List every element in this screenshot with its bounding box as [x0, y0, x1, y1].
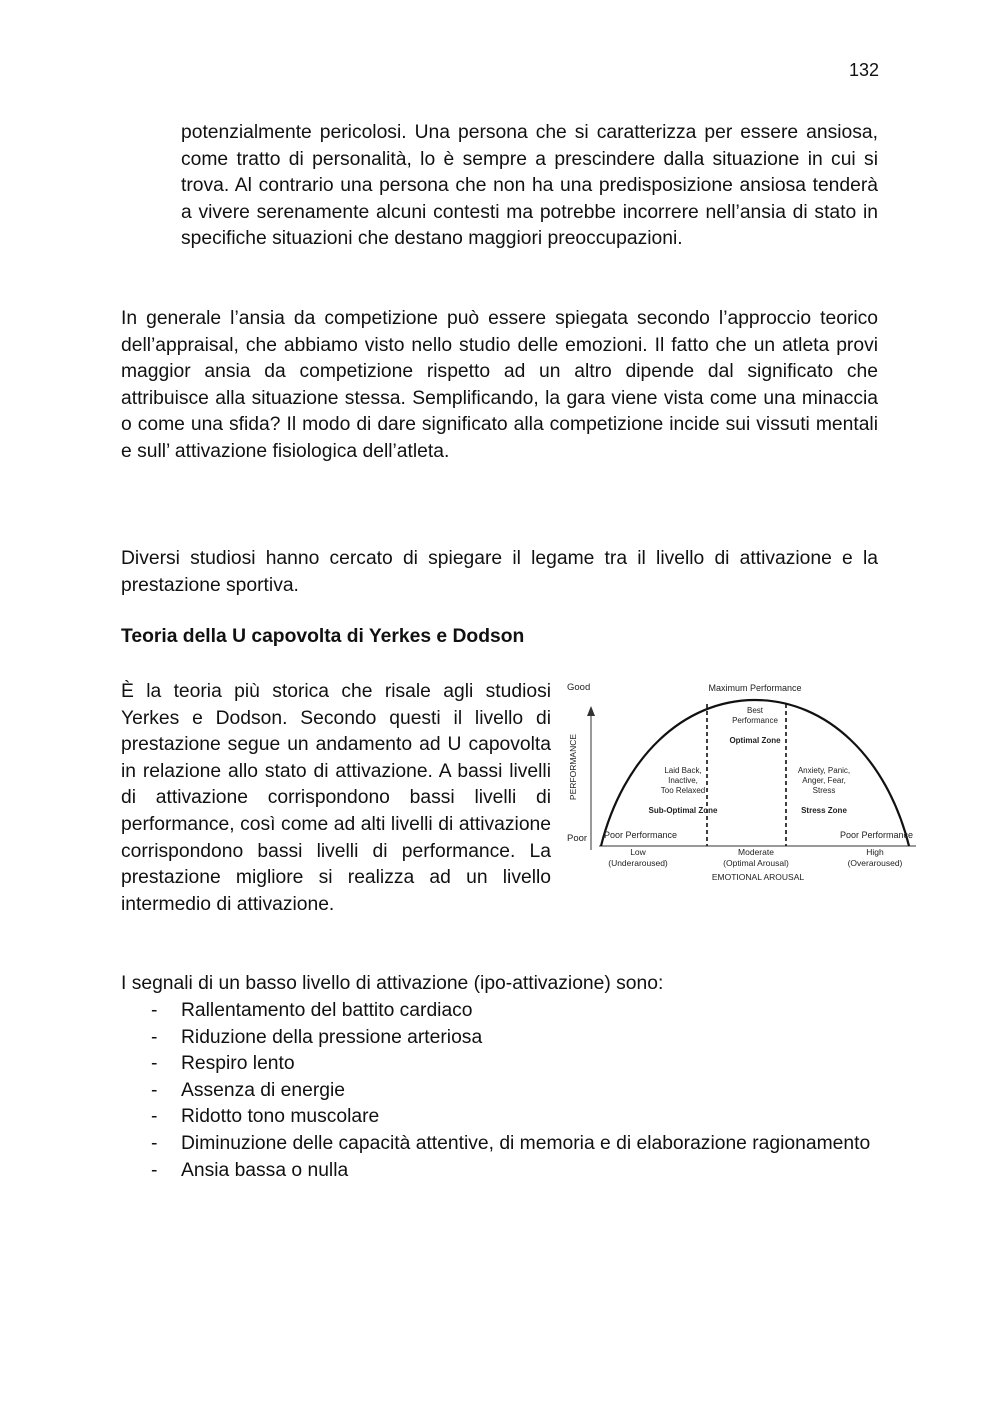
list-item-text: Ridotto tono muscolare [181, 1106, 380, 1128]
list-dash: - [151, 1053, 158, 1075]
list-dash: - [151, 1026, 158, 1048]
list-item-text: Rallentamento del battito cardiaco [181, 1000, 473, 1021]
y-top-label: Good [567, 682, 591, 693]
list-item [121, 1158, 878, 1185]
stress-zone-label: Stress Zone [801, 806, 847, 815]
list-item [121, 998, 878, 1025]
list-item-text: Ansia bassa o nulla [181, 1159, 349, 1181]
best-performance-line2: Performance [732, 716, 778, 725]
list-dash: - [151, 1159, 158, 1181]
poor-performance-left: Poor Performance [604, 830, 678, 840]
list-dash: - [151, 1106, 158, 1128]
left-desc-line3: Too Relaxed [660, 786, 706, 795]
list-item [121, 1104, 878, 1131]
optimal-zone-label: Optimal Zone [729, 736, 781, 745]
x-low-line1: Low [630, 847, 646, 857]
left-desc-line2: Inactive, [668, 776, 698, 785]
sub-optimal-zone-label: Sub-Optimal Zone [648, 806, 718, 815]
list-item-text: Riduzione della pressione arteriosa [181, 1026, 483, 1048]
x-moderate-line1: Moderate [738, 847, 774, 857]
list-dash: - [151, 1000, 158, 1021]
x-low-line2: (Underaroused) [608, 858, 668, 868]
paragraph-studies: Diversi studiosi hanno cercato di spiegare il legame tra il livello di attivazione e la prestazione sportiva. [121, 548, 878, 596]
right-desc-line3: Stress [812, 786, 836, 795]
x-moderate-line2: (Optimal Arousal) [723, 858, 789, 868]
y-axis-arrow [587, 706, 595, 716]
paragraph-indented: potenzialmente pericolosi. Una persona che si caratterizza per essere ansiosa, come tratto di personalità, lo è sempre a prescindere dalla situazione in cui si trova. Al contrario una persona che non ha una predisposizione ansiosa tenderà a vivere serenamente alcuni contesti ma potrebbe incorrere nell’ansia di stato in specifiche situazioni che destano maggiori preoccupazioni. [181, 122, 878, 250]
list-dash: - [151, 1132, 158, 1154]
list-item-text: Assenza di energie [181, 1079, 345, 1101]
x-high-line2: (Overaroused) [847, 858, 903, 868]
list-item-text: Respiro lento [181, 1053, 295, 1075]
left-desc-line1: Laid Back, [664, 766, 702, 775]
right-desc-line2: Anger, Fear, [802, 776, 846, 785]
x-axis-label: EMOTIONAL AROUSAL [711, 872, 805, 882]
x-high-line1: High [866, 847, 884, 857]
list-item [121, 1025, 878, 1052]
section-heading: Teoria della U capovolta di Yerkes e Dodson [121, 626, 525, 647]
signs-list [121, 998, 878, 1184]
page-number: 132 [848, 60, 879, 80]
paragraph-signs-intro: I segnali di un basso livello di attivazione (ipo-attivazione) sono: [121, 973, 664, 994]
y-bottom-label: Poor [567, 833, 588, 844]
y-axis-label: PERFORMANCE [568, 733, 578, 801]
max-performance-label: Maximum Performance [708, 683, 802, 693]
inverted-u-figure [563, 678, 918, 888]
list-dash: - [151, 1079, 158, 1101]
right-desc-line1: Anxiety, Panic, [797, 766, 851, 775]
paragraph-theory: È la teoria più storica che risale agli studiosi Yerkes e Dodson. Secondo questi il livello di prestazione segue un andamento ad U capovolta in relazione allo stato di attivazione. A bassi livelli di attivazione corrispondono bassi livelli di performance, così come ad alti livelli di attivazione corrispondono bassi livelli di performance. La prestazione migliore si realizza ad un livello intermedio di attivazione. [121, 681, 551, 915]
paragraph-appraisal: In generale l’ansia da competizione può essere spiegata secondo l’approccio teorico dell’appraisal, che abbiamo visto nello studio delle emozioni. Il fatto che un atleta provi maggior ansia da competizione rispetto ad un altro dipende dal significato che attribuisce alla situazione stessa. Semplificando, la gara viene vista come una minaccia o come una sfida? Il modo di dare significato alla competizione incide sui vissuti mentali e sull’ attivazione fisiologica dell’atleta. [121, 308, 878, 462]
best-performance-line1: Best [746, 706, 764, 715]
poor-performance-right: Poor Performance [839, 830, 913, 840]
list-item-text: Diminuzione delle capacità attentive, di memoria e di elaborazione ragionamento [181, 1132, 871, 1154]
list-item [121, 1078, 878, 1105]
list-item [121, 1051, 878, 1078]
list-item [121, 1131, 878, 1158]
